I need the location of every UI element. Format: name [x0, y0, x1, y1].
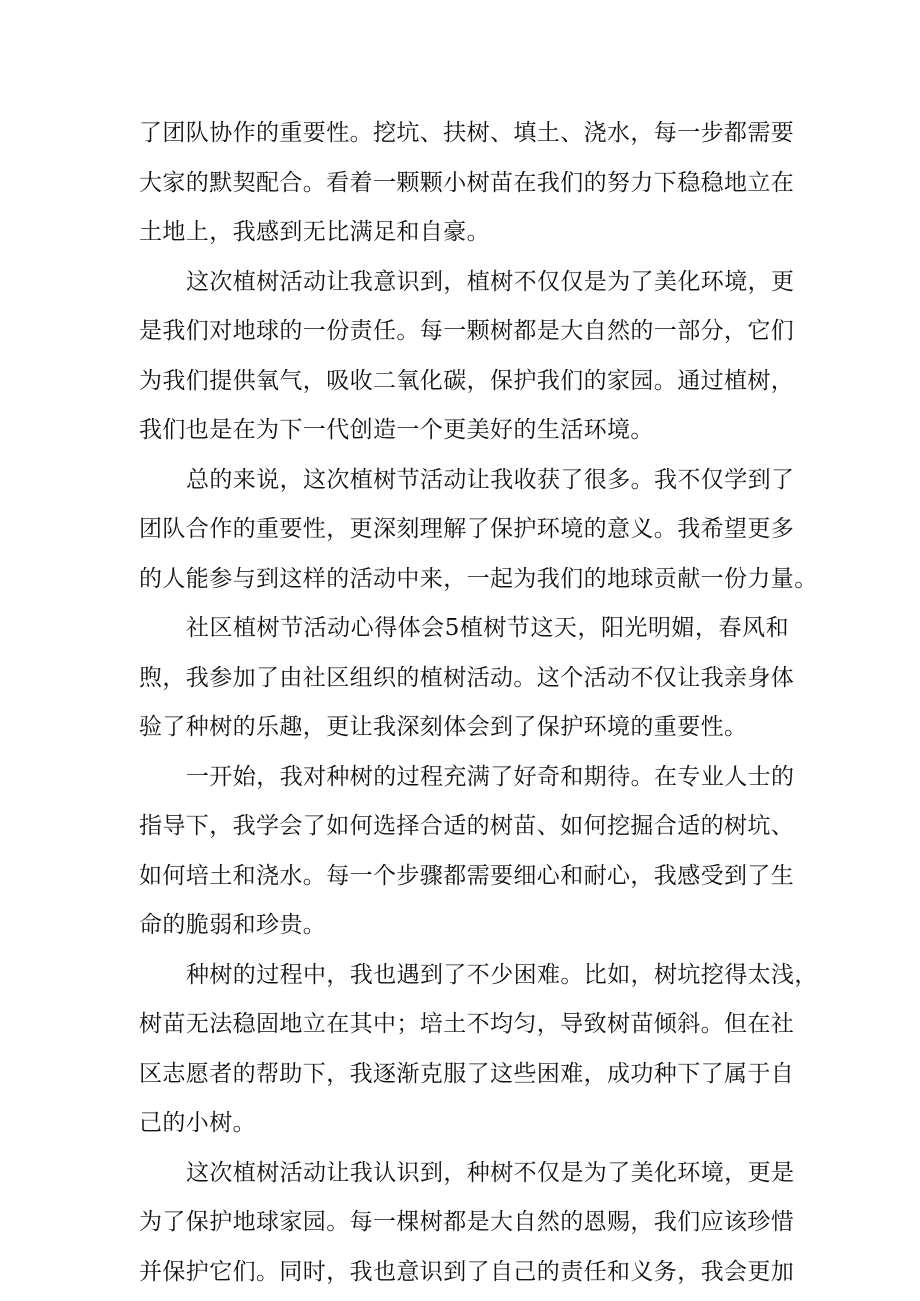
- text-line: 并保护它们。同时，我也意识到了自己的责任和义务，我会更加: [139, 1258, 795, 1285]
- text-line: 命的脆弱和珍贵。: [139, 912, 327, 938]
- text-line: 为了保护地球家园。每一棵树都是大自然的恩赐，我们应该珍惜: [139, 1209, 795, 1235]
- text-line: 的人能参与到这样的活动中来，一起为我们的地球贡献一份力量。: [139, 565, 818, 592]
- text-line: 如何培土和浇水。每一个步骤都需要细心和耐心，我感受到了生: [139, 862, 795, 889]
- text-line: 己的小树。: [139, 1110, 256, 1136]
- text-line: 指导下，我学会了如何选择合适的树苗、如何挖掘合适的树坑、: [139, 813, 795, 839]
- text-line: 树苗无法稳固地立在其中；培土不均匀，导致树苗倾斜。但在社: [139, 1011, 795, 1037]
- paragraph-first-line: 总的来说，这次植树节活动让我收获了很多。我不仅学到了: [186, 466, 795, 493]
- document-body: [139, 109, 818, 1297]
- text-line: 了团队协作的重要性。挖坑、扶树、填土、浇水，每一步都需要: [139, 120, 795, 146]
- text-line: 大家的默契配合。看着一颗颗小树苗在我们的努力下稳稳地立在: [139, 169, 795, 196]
- text-line: 我们也是在为下一代创造一个更美好的生活环境。: [139, 417, 654, 443]
- text-line: 土地上，我感到无比满足和自豪。: [139, 219, 490, 245]
- paragraph-first-line: 社区植树节活动心得体会5植树节这天，阳光明媚，春风和: [186, 615, 789, 641]
- text-line: 是我们对地球的一份责任。每一颗树都是大自然的一部分，它们: [139, 318, 795, 344]
- text-line: 团队合作的重要性，更深刻理解了保护环境的意义。我希望更多: [139, 516, 795, 542]
- paragraph-first-line: 这次植树活动让我意识到，植树不仅仅是为了美化环境，更: [186, 268, 795, 295]
- paragraph-first-line: 种树的过程中，我也遇到了不少困难。比如，树坑挖得太浅，: [186, 961, 818, 988]
- text-line: 区志愿者的帮助下，我逐渐克服了这些困难，成功种下了属于自: [139, 1060, 795, 1087]
- text-line: 为我们提供氧气，吸收二氧化碳，保护我们的家园。通过植树，: [139, 367, 795, 394]
- paragraph-first-line: 一开始，我对种树的过程充满了好奇和期待。在专业人士的: [186, 763, 795, 790]
- text-line: 煦，我参加了由社区组织的植树活动。这个活动不仅让我亲身体: [139, 664, 795, 691]
- text-line: 验了种树的乐趣，更让我深刻体会到了保护环境的重要性。: [139, 714, 748, 740]
- paragraph-first-line: 这次植树活动让我认识到，种树不仅是为了美化环境，更是: [186, 1159, 795, 1186]
